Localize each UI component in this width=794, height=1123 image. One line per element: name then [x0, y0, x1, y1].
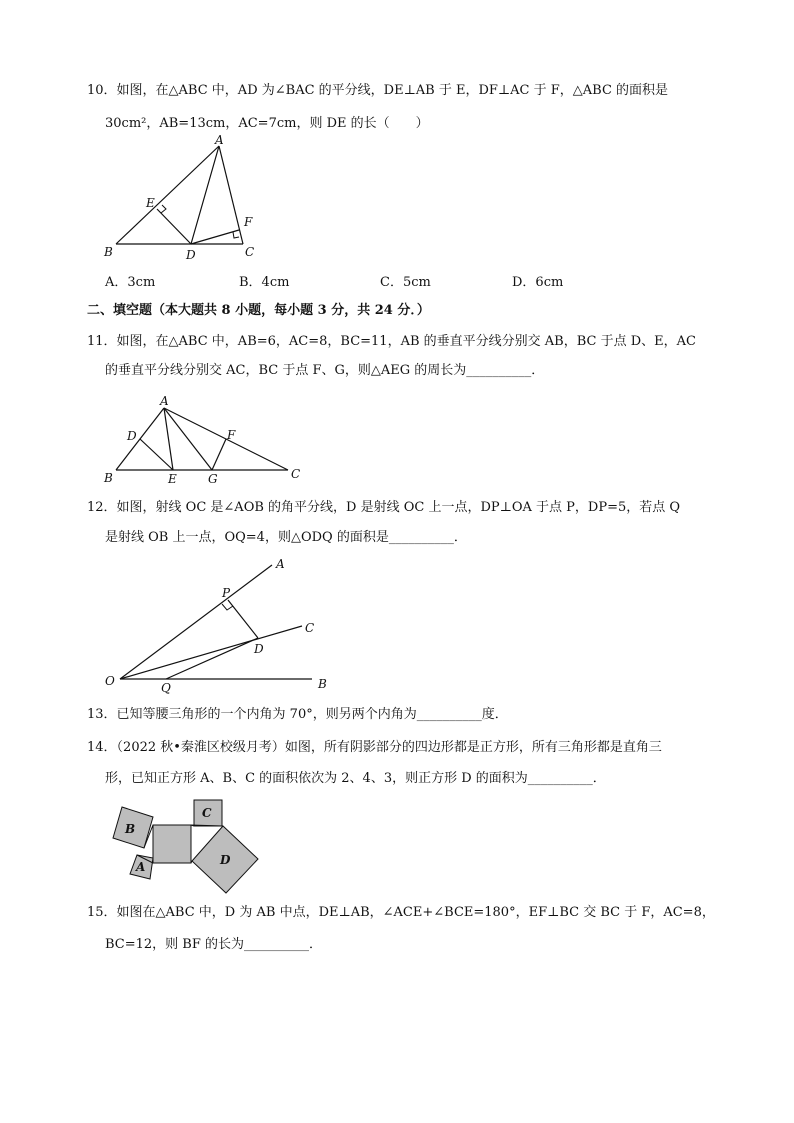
q10-choice-b: B．4cm [239, 275, 290, 290]
q12-ray-oa [120, 565, 272, 679]
q12-label-c: C [305, 621, 315, 635]
q11-seg-fg [212, 439, 226, 470]
q11-label-g: G [208, 472, 218, 486]
q10-label-c: C [245, 245, 255, 259]
q14-label-a: A [136, 860, 146, 874]
q10-line-1: 10．如图，在△ABC 中，AD 为∠BAC 的平分线，DE⊥AB 于 E，DF⊥AC 于 F，△ABC 的面积是 [87, 83, 669, 98]
q12-seg-dp [228, 600, 258, 638]
q14-figure [100, 795, 270, 905]
q12-figure [100, 555, 340, 695]
q11-label-a: A [160, 394, 169, 408]
q10-label-b: B [104, 245, 113, 259]
q10-label-e: E [146, 196, 155, 210]
q10-perp-de [157, 209, 191, 244]
q12-ray-oc [120, 626, 302, 679]
q11-label-c: C [291, 467, 301, 481]
q10-bisector-ad [191, 146, 219, 244]
q12-label-o: O [105, 674, 115, 688]
q14-label-c: C [202, 806, 212, 820]
q10-right-angle-f [233, 232, 239, 238]
q11-seg-de [140, 439, 173, 470]
q14-line-2: 形，已知正方形 A、B、C 的面积依次为 2、4、3，则正方形 D 的面积为__________． [105, 771, 606, 786]
q13-line-1: 13．已知等腰三角形的一个内角为 70°，则另两个内角为__________度． [87, 707, 508, 722]
q15-line-1: 15．如图在△ABC 中，D 为 AB 中点，DE⊥AB，∠ACE+∠BCE=180°，EF⊥BC 交 BC 于 F，AC=8， [87, 905, 715, 920]
q12-seg-dq [166, 638, 258, 679]
q11-label-e: E [168, 472, 177, 486]
q12-label-p: P [222, 586, 231, 600]
q10-choice-d: D．6cm [512, 275, 564, 290]
q12-line-1: 12．如图，射线 OC 是∠AOB 的角平分线，D 是射线 OC 上一点，DP⊥OA 于点 P，DP=5，若点 Q [87, 500, 681, 515]
q10-figure [100, 133, 280, 263]
q14-label-d: D [220, 853, 231, 867]
q11-label-f: F [227, 428, 236, 442]
q15-line-2: BC=12，则 BF 的长为__________． [105, 937, 323, 952]
q12-label-a: A [276, 557, 285, 571]
q11-label-b: B [104, 471, 113, 485]
q10-label-d: D [186, 248, 196, 262]
q14-line-1: 14．（2022 秋•秦淮区校级月考）如图，所有阴影部分的四边形都是正方形，所有三角形都是直角三 [87, 740, 662, 755]
q11-figure [100, 392, 310, 487]
q10-label-f: F [244, 215, 253, 229]
q10-line-2: 30cm²，AB=13cm，AC=7cm，则 DE 的长（ ） [105, 116, 429, 131]
q14-square-middle [153, 825, 191, 863]
q12-label-d: D [254, 642, 264, 656]
q14-shapes [113, 800, 258, 893]
section-2-heading: 二、填空题（本大题共 8 小题，每小题 3 分，共 24 分．） [87, 303, 430, 318]
q11-line-2: 的垂直平分线分别交 AC，BC 于点 F、G，则△AEG 的周长为__________． [105, 363, 545, 378]
q10-choices [105, 271, 625, 291]
q11-line-1: 11．如图，在△ABC 中，AB=6，AC=8，BC=11，AB 的垂直平分线分别交 AB，BC 于点 D、E，AC [87, 334, 696, 349]
q14-label-b: B [125, 822, 136, 836]
q10-side-ac [219, 146, 243, 244]
q10-label-a: A [215, 133, 224, 147]
q10-side-ab [116, 146, 219, 244]
q12-label-b: B [318, 677, 327, 691]
q10-choice-c: C．5cm [380, 275, 431, 290]
q11-label-d: D [127, 429, 137, 443]
q12-line-2: 是射线 OB 上一点，OQ=4，则△ODQ 的面积是__________． [105, 530, 467, 545]
q10-perp-df [191, 230, 239, 244]
q10-right-angle-e [161, 205, 166, 213]
q10-choice-a: A．3cm [105, 275, 156, 290]
q12-label-q: Q [161, 681, 171, 695]
